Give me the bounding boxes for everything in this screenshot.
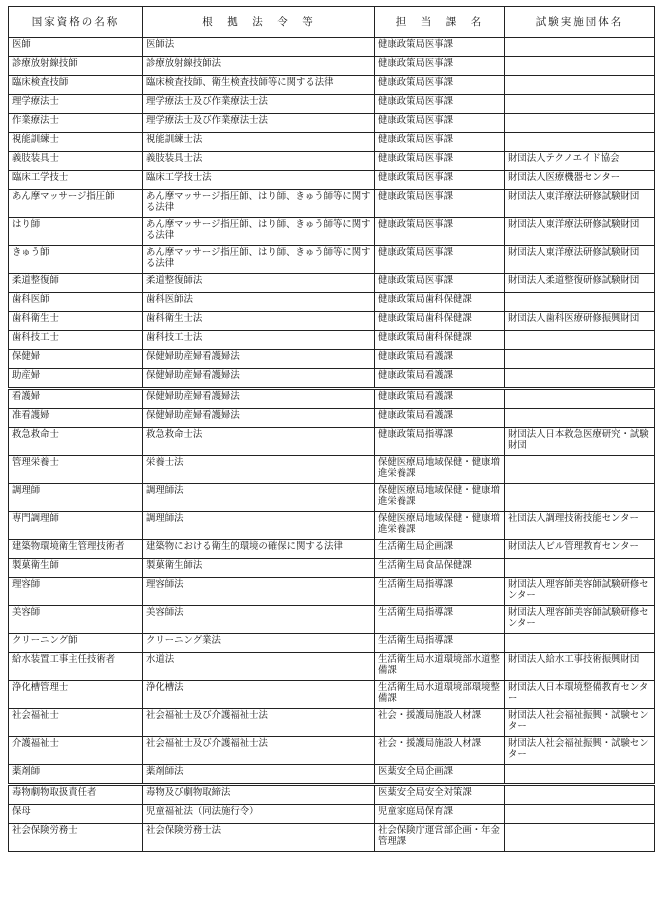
- cell-org: 財団法人東洋療法研修試験財団: [505, 218, 655, 246]
- table-row: [9, 389, 655, 409]
- cell-org: [505, 765, 655, 785]
- cell-name: 義肢装具士: [9, 152, 143, 171]
- header-dept: 担 当 課 名: [375, 7, 505, 38]
- cell-dept: 健康政策局医事課: [375, 274, 505, 293]
- cell-org: [505, 409, 655, 428]
- cell-law: 保健婦助産婦看護婦法: [143, 369, 375, 389]
- cell-law: 毒物及び劇物取締法: [143, 785, 375, 805]
- table-row: [9, 312, 655, 331]
- cell-name: きゅう師: [9, 246, 143, 274]
- cell-dept: 健康政策局医事課: [375, 133, 505, 152]
- table-row: [9, 634, 655, 653]
- cell-dept: 健康政策局看護課: [375, 369, 505, 389]
- cell-dept: 健康政策局歯科保健課: [375, 331, 505, 350]
- cell-law: 栄養士法: [143, 456, 375, 484]
- table-row: [9, 57, 655, 76]
- cell-name: 救急救命士: [9, 428, 143, 456]
- cell-org: 財団法人歯科医療研修振興財団: [505, 312, 655, 331]
- cell-dept: 健康政策局歯科保健課: [375, 293, 505, 312]
- cell-name: 作業療法士: [9, 114, 143, 133]
- cell-org: [505, 57, 655, 76]
- cell-name: 臨床検査技師: [9, 76, 143, 95]
- cell-dept: 保健医療局地域保健・健康増進栄養課: [375, 512, 505, 540]
- table-row: [9, 409, 655, 428]
- cell-org: [505, 369, 655, 389]
- cell-dept: 児童家庭局保育課: [375, 805, 505, 824]
- cell-dept: 医薬安全局企画課: [375, 765, 505, 785]
- cell-name: 建築物環境衛生管理技術者: [9, 540, 143, 559]
- table-row: [9, 190, 655, 218]
- cell-name: 調理師: [9, 484, 143, 512]
- qualification-table: [8, 6, 655, 852]
- cell-org: 財団法人社会福祉振興・試験センター: [505, 709, 655, 737]
- table-row: [9, 824, 655, 852]
- cell-name: クリーニング師: [9, 634, 143, 653]
- cell-dept: 生活衛生局水道環境部水道整備課: [375, 653, 505, 681]
- cell-dept: 健康政策局医事課: [375, 76, 505, 95]
- table-row: [9, 152, 655, 171]
- table-row: [9, 737, 655, 765]
- cell-dept: 生活衛生局指導課: [375, 634, 505, 653]
- cell-dept: 生活衛生局指導課: [375, 606, 505, 634]
- cell-name: 浄化槽管理士: [9, 681, 143, 709]
- table-row: [9, 578, 655, 606]
- cell-name: 専門調理師: [9, 512, 143, 540]
- cell-name: 視能訓練士: [9, 133, 143, 152]
- cell-law: 理学療法士及び作業療法士法: [143, 114, 375, 133]
- cell-org: [505, 133, 655, 152]
- cell-dept: 健康政策局看護課: [375, 350, 505, 369]
- table-row: [9, 218, 655, 246]
- cell-name: 毒物劇物取扱責任者: [9, 785, 143, 805]
- cell-org: 財団法人医療機器センター: [505, 171, 655, 190]
- table-row: [9, 246, 655, 274]
- cell-dept: 生活衛生局企画課: [375, 540, 505, 559]
- cell-org: 財団法人理容師美容師試験研修センター: [505, 578, 655, 606]
- cell-dept: 健康政策局医事課: [375, 218, 505, 246]
- cell-law: 社会保険労務士法: [143, 824, 375, 852]
- cell-dept: 医薬安全局安全対策課: [375, 785, 505, 805]
- table-row: [9, 456, 655, 484]
- cell-law: 救急救命士法: [143, 428, 375, 456]
- cell-law: あん摩マッサージ指圧師、はり師、きゅう師等に関する法律: [143, 218, 375, 246]
- cell-dept: 健康政策局医事課: [375, 246, 505, 274]
- table-row: [9, 785, 655, 805]
- table-row: [9, 76, 655, 95]
- cell-name: 社会福祉士: [9, 709, 143, 737]
- cell-law: 保健婦助産婦看護婦法: [143, 389, 375, 409]
- cell-org: 財団法人社会福祉振興・試験センター: [505, 737, 655, 765]
- cell-name: 医師: [9, 38, 143, 57]
- table-row: [9, 274, 655, 293]
- cell-org: [505, 484, 655, 512]
- cell-name: 助産婦: [9, 369, 143, 389]
- table-row: [9, 293, 655, 312]
- table-row: [9, 709, 655, 737]
- cell-law: 製菓衛生師法: [143, 559, 375, 578]
- cell-name: 社会保険労務士: [9, 824, 143, 852]
- cell-org: [505, 331, 655, 350]
- cell-dept: 健康政策局指導課: [375, 428, 505, 456]
- cell-dept: 健康政策局歯科保健課: [375, 312, 505, 331]
- table-row: [9, 765, 655, 785]
- cell-law: 義肢装具士法: [143, 152, 375, 171]
- cell-name: 理学療法士: [9, 95, 143, 114]
- table-row: [9, 369, 655, 389]
- cell-org: 財団法人理容師美容師試験研修センター: [505, 606, 655, 634]
- table-row: [9, 133, 655, 152]
- table-row: [9, 38, 655, 57]
- table-row: [9, 681, 655, 709]
- cell-name: 薬剤師: [9, 765, 143, 785]
- cell-org: 財団法人テクノエイド協会: [505, 152, 655, 171]
- cell-law: 調理師法: [143, 512, 375, 540]
- cell-org: [505, 456, 655, 484]
- cell-name: 美容師: [9, 606, 143, 634]
- table-row: [9, 653, 655, 681]
- cell-name: 臨床工学技士: [9, 171, 143, 190]
- cell-name: 歯科医師: [9, 293, 143, 312]
- cell-org: [505, 559, 655, 578]
- table-row: [9, 331, 655, 350]
- cell-name: 製菓衛生師: [9, 559, 143, 578]
- qualification-table-page: [8, 6, 654, 906]
- cell-name: 保母: [9, 805, 143, 824]
- table-row: [9, 350, 655, 369]
- cell-dept: 社会保険庁運営部企画・年金管理課: [375, 824, 505, 852]
- cell-name: 診療放射線技師: [9, 57, 143, 76]
- cell-dept: 生活衛生局水道環境部環境整備課: [375, 681, 505, 709]
- table-row: [9, 606, 655, 634]
- cell-law: 理学療法士及び作業療法士法: [143, 95, 375, 114]
- cell-name: 保健婦: [9, 350, 143, 369]
- cell-law: 理容師法: [143, 578, 375, 606]
- cell-name: はり師: [9, 218, 143, 246]
- cell-dept: 生活衛生局食品保健課: [375, 559, 505, 578]
- cell-law: 柔道整復師法: [143, 274, 375, 293]
- cell-law: 薬剤師法: [143, 765, 375, 785]
- cell-law: あん摩マッサージ指圧師、はり師、きゅう師等に関する法律: [143, 190, 375, 218]
- cell-name: 歯科衛生士: [9, 312, 143, 331]
- cell-law: 保健婦助産婦看護婦法: [143, 350, 375, 369]
- cell-dept: 社会・援護局施設人材課: [375, 709, 505, 737]
- cell-law: 医師法: [143, 38, 375, 57]
- cell-org: [505, 785, 655, 805]
- cell-law: 保健婦助産婦看護婦法: [143, 409, 375, 428]
- cell-org: 財団法人東洋療法研修試験財団: [505, 246, 655, 274]
- cell-law: あん摩マッサージ指圧師、はり師、きゅう師等に関する法律: [143, 246, 375, 274]
- cell-law: 建築物における衛生的環境の確保に関する法律: [143, 540, 375, 559]
- cell-name: 理容師: [9, 578, 143, 606]
- table-row: [9, 805, 655, 824]
- cell-org: [505, 350, 655, 369]
- cell-org: 財団法人ビル管理教育センター: [505, 540, 655, 559]
- cell-name: あん摩マッサージ指圧師: [9, 190, 143, 218]
- cell-org: 財団法人日本救急医療研究・試験財団: [505, 428, 655, 456]
- cell-law: 社会福祉士及び介護福祉士法: [143, 737, 375, 765]
- cell-law: 水道法: [143, 653, 375, 681]
- cell-name: 管理栄養士: [9, 456, 143, 484]
- cell-org: [505, 805, 655, 824]
- table-row: [9, 512, 655, 540]
- header-row: [9, 7, 655, 38]
- cell-law: 臨床工学技士法: [143, 171, 375, 190]
- cell-dept: 健康政策局医事課: [375, 38, 505, 57]
- header-law: 根 拠 法 令 等: [143, 7, 375, 38]
- table-row: [9, 559, 655, 578]
- table-row: [9, 540, 655, 559]
- cell-dept: 健康政策局医事課: [375, 190, 505, 218]
- table-row: [9, 484, 655, 512]
- cell-name: 柔道整復師: [9, 274, 143, 293]
- cell-org: [505, 76, 655, 95]
- cell-dept: 生活衛生局指導課: [375, 578, 505, 606]
- header-name: 国家資格の名称: [9, 7, 143, 38]
- cell-law: 臨床検査技師、衛生検査技師等に関する法律: [143, 76, 375, 95]
- table-row: [9, 114, 655, 133]
- cell-law: 美容師法: [143, 606, 375, 634]
- table-row: [9, 428, 655, 456]
- cell-name: 給水装置工事主任技術者: [9, 653, 143, 681]
- cell-law: 歯科衛生士法: [143, 312, 375, 331]
- cell-org: [505, 293, 655, 312]
- cell-dept: 健康政策局看護課: [375, 389, 505, 409]
- cell-org: 財団法人柔道整復研修試験財団: [505, 274, 655, 293]
- cell-law: クリーニング業法: [143, 634, 375, 653]
- cell-law: 社会福祉士及び介護福祉士法: [143, 709, 375, 737]
- cell-dept: 社会・援護局施設人材課: [375, 737, 505, 765]
- cell-law: 診療放射線技師法: [143, 57, 375, 76]
- cell-law: 歯科医師法: [143, 293, 375, 312]
- cell-org: [505, 634, 655, 653]
- table-body: [9, 38, 655, 852]
- table-row: [9, 95, 655, 114]
- cell-dept: 健康政策局医事課: [375, 95, 505, 114]
- cell-law: 歯科技工士法: [143, 331, 375, 350]
- table-row: [9, 171, 655, 190]
- cell-org: [505, 114, 655, 133]
- cell-org: 財団法人日本環境整備教育センター: [505, 681, 655, 709]
- cell-dept: 健康政策局医事課: [375, 114, 505, 133]
- cell-dept: 健康政策局医事課: [375, 57, 505, 76]
- cell-name: 介護福祉士: [9, 737, 143, 765]
- cell-dept: 健康政策局医事課: [375, 171, 505, 190]
- cell-name: 准看護婦: [9, 409, 143, 428]
- cell-law: 視能訓練士法: [143, 133, 375, 152]
- cell-name: 看護婦: [9, 389, 143, 409]
- cell-law: 児童福祉法（同法施行令）: [143, 805, 375, 824]
- cell-org: 社団法人調理技術技能センター: [505, 512, 655, 540]
- cell-dept: 健康政策局看護課: [375, 409, 505, 428]
- cell-org: 財団法人東洋療法研修試験財団: [505, 190, 655, 218]
- cell-name: 歯科技工士: [9, 331, 143, 350]
- cell-dept: 健康政策局医事課: [375, 152, 505, 171]
- cell-dept: 保健医療局地域保健・健康増進栄養課: [375, 456, 505, 484]
- header-org: 試験実施団体名: [505, 7, 655, 38]
- cell-org: [505, 38, 655, 57]
- cell-org: 財団法人給水工事技術振興財団: [505, 653, 655, 681]
- cell-dept: 保健医療局地域保健・健康増進栄養課: [375, 484, 505, 512]
- cell-law: 浄化槽法: [143, 681, 375, 709]
- cell-org: [505, 389, 655, 409]
- cell-org: [505, 95, 655, 114]
- cell-org: [505, 824, 655, 852]
- cell-law: 調理師法: [143, 484, 375, 512]
